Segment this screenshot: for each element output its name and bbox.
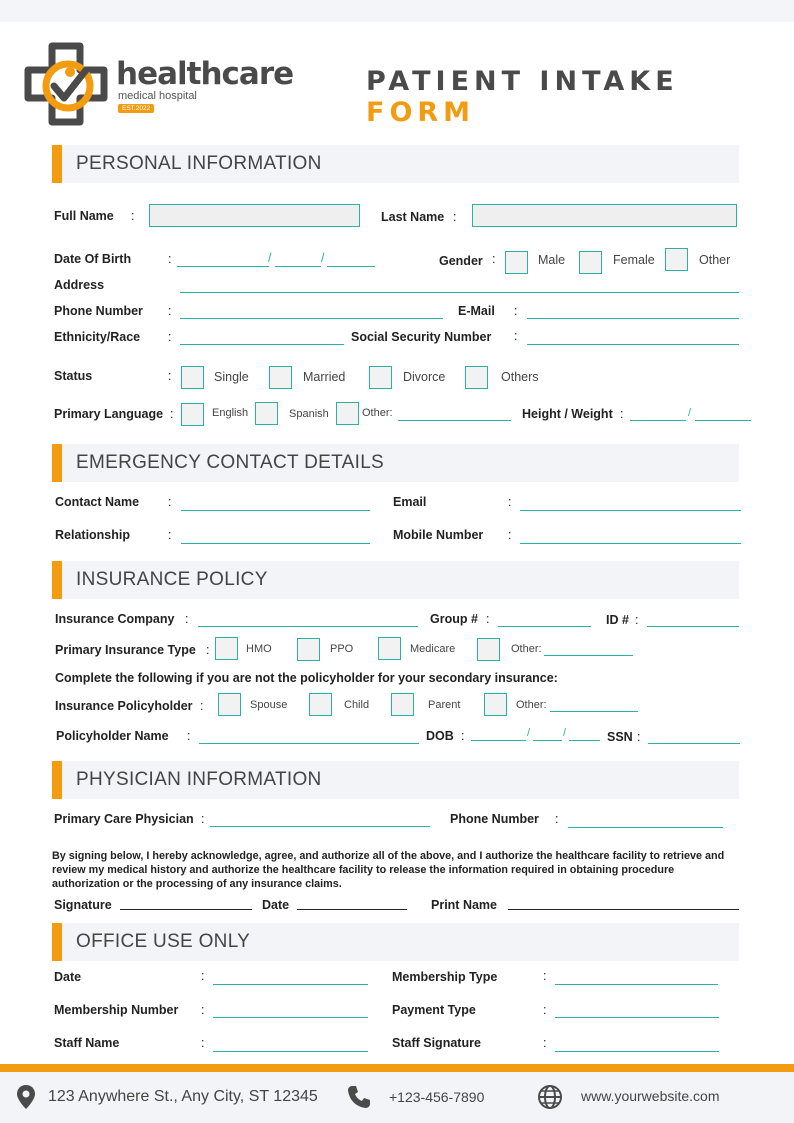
phone-label: Phone Number [54,304,143,318]
print-name-label: Print Name [431,898,497,912]
dob-year-field[interactable] [327,266,375,267]
physician-phone-field[interactable] [568,827,723,828]
language-english-label: English [212,407,249,419]
relationship-field[interactable] [181,543,370,544]
footer-accent-bar [0,1064,794,1072]
footer-phone: +123-456-7890 [389,1089,485,1105]
gender-male-label: Male [538,253,566,267]
contact-name-label: Contact Name [55,495,140,509]
phone-field[interactable] [180,318,443,319]
staff-name-label: Staff Name [54,1036,120,1050]
primary-physician-field[interactable] [210,826,430,827]
section-title: INSURANCE POLICY [76,569,268,590]
language-english-checkbox[interactable] [181,403,204,426]
email-label: E-Mail [458,304,495,318]
gender-male-checkbox[interactable] [505,251,528,274]
status-label: Status [54,369,93,383]
policyholder-dob-label: DOB [426,729,454,743]
type-other-checkbox[interactable] [477,638,500,661]
signature-date-label: Date [262,898,290,912]
language-other-checkbox[interactable] [336,402,359,425]
membership-number-field[interactable] [213,1017,368,1018]
footer [0,1072,794,1123]
policyholder-label: Insurance Policyholder [55,699,193,713]
section-physician-header [52,761,739,799]
policyholder-name-label: Policyholder Name [56,729,169,743]
full-name-label: Full Name [54,209,114,223]
dob-day-field[interactable] [275,266,321,267]
type-other-field[interactable] [544,655,633,656]
globe-icon [537,1084,563,1110]
gender-other-checkbox[interactable] [665,248,688,271]
secondary-note: Complete the following if you are not the policyholder for your secondary insurance: [55,671,558,685]
last-name-label: Last Name [381,210,445,224]
type-other-label: Other: [511,643,542,655]
height-weight-label: Height / Weight [522,407,613,421]
type-medicare-checkbox[interactable] [378,637,401,660]
staff-name-field[interactable] [213,1051,368,1052]
footer-website[interactable]: www.yourwebsite.com [581,1088,720,1104]
group-field[interactable] [498,626,591,627]
policyholder-dob-month[interactable] [471,740,526,741]
status-divorce-checkbox[interactable] [369,366,392,389]
language-label: Primary Language [54,407,164,421]
policyholder-parent-checkbox[interactable] [391,693,414,716]
policyholder-dob-day[interactable] [533,740,562,741]
payment-type-label: Payment Type [392,1003,476,1017]
section-personal-header [52,145,739,183]
type-hmo-checkbox[interactable] [215,637,238,660]
contact-name-field[interactable] [181,510,370,511]
language-spanish-label: Spanish [289,408,329,420]
address-label: Address [54,278,105,292]
status-single-checkbox[interactable] [181,366,204,389]
primary-insurance-type-label: Primary Insurance Type [55,643,196,657]
title-part1: PATIENT INTAKE [366,66,679,97]
type-ppo-checkbox[interactable] [297,638,320,661]
emergency-email-label: Email [393,495,427,509]
status-single-label: Single [214,370,249,384]
weight-field[interactable] [695,420,751,421]
primary-physician-label: Primary Care Physician [54,812,194,826]
policyholder-ssn-field[interactable] [648,743,740,744]
logo-subtitle: medical hospital [118,90,197,102]
language-spanish-checkbox[interactable] [255,402,278,425]
payment-type-field[interactable] [555,1017,719,1018]
office-date-field[interactable] [213,984,368,985]
signature-field[interactable] [120,909,252,910]
relationship-label: Relationship [55,528,131,542]
gender-label: Gender [439,254,483,268]
ssn-field[interactable] [527,344,739,345]
location-pin-icon [16,1084,36,1110]
section-title: EMERGENCY CONTACT DETAILS [76,452,385,473]
membership-type-field[interactable] [555,984,718,985]
policyholder-ssn-label: SSN [607,730,633,744]
dob-label: Date Of Birth [54,252,132,266]
mobile-field[interactable] [520,543,741,544]
id-label: ID # [606,613,629,627]
logo-est-badge: EST.2022 [118,104,154,113]
insurance-company-field[interactable] [198,626,418,627]
consent-statement: By signing below, I hereby acknowledge, agree, and authorize all of the above, and I authorize the healthcare facility to retrieve and review my medical history and authorize the healthcare facility to release the information required in obtaining procedure authorization or the processing of any insurance claims. [52,850,725,890]
footer-address: 123 Anywhere St., Any City, ST 12345 [48,1088,318,1105]
ssn-label: Social Security Number [351,330,492,344]
id-field[interactable] [647,626,739,627]
type-ppo-label: PPO [330,643,354,655]
staff-signature-field[interactable] [555,1051,719,1052]
gender-female-checkbox[interactable] [579,251,602,274]
office-date-label: Date [54,970,82,984]
language-other-field[interactable] [398,420,511,421]
insurance-company-label: Insurance Company [55,612,175,626]
height-field[interactable] [630,420,686,421]
status-others-checkbox[interactable] [465,366,488,389]
title-part2: FORM [366,97,476,128]
ethnicity-label: Ethnicity/Race [54,330,141,344]
gender-other-label: Other [699,253,731,267]
membership-type-label: Membership Type [392,970,498,984]
signature-label: Signature [54,898,112,912]
address-field[interactable] [180,292,739,293]
ethnicity-field[interactable] [180,344,344,345]
type-medicare-label: Medicare [410,643,456,655]
emergency-email-field[interactable] [520,510,741,511]
dob-month-field[interactable] [177,266,269,267]
policyholder-parent-label: Parent [428,699,461,711]
last-name-field[interactable] [472,204,737,227]
policyholder-other-checkbox[interactable] [484,693,507,716]
section-insurance-header [52,561,739,599]
policyholder-child-checkbox[interactable] [309,693,332,716]
group-label: Group # [430,612,478,626]
type-hmo-label: HMO [246,643,272,655]
status-married-checkbox[interactable] [269,366,292,389]
print-name-field[interactable] [508,909,739,910]
logo-name: healthcare [116,56,294,92]
phone-icon [346,1084,372,1110]
section-title: OFFICE USE ONLY [76,931,251,952]
mobile-label: Mobile Number [393,528,484,542]
section-title: PERSONAL INFORMATION [76,153,322,174]
logo [24,42,294,126]
physician-phone-label: Phone Number [450,812,539,826]
full-name-field[interactable] [149,204,360,227]
policyholder-dob-year[interactable] [569,740,600,741]
policyholder-spouse-label: Spouse [250,699,288,711]
gender-female-label: Female [613,253,655,267]
policyholder-spouse-checkbox[interactable] [218,693,241,716]
status-divorce-label: Divorce [403,370,446,384]
staff-signature-label: Staff Signature [392,1036,481,1050]
policyholder-name-field[interactable] [199,743,419,744]
status-married-label: Married [303,370,346,384]
top-band [0,0,794,22]
policyholder-other-field[interactable] [550,711,638,712]
page-title [366,66,794,128]
section-office-header [52,923,739,961]
policyholder-child-label: Child [344,699,370,711]
email-field[interactable] [527,318,739,319]
status-others-label: Others [501,370,539,384]
section-title: PHYSICIAN INFORMATION [76,769,322,790]
policyholder-other-label: Other: [516,699,547,711]
membership-number-label: Membership Number [54,1003,179,1017]
signature-date-field[interactable] [297,909,407,910]
medical-cross-icon [24,42,108,126]
language-other-label: Other: [362,407,393,419]
section-emergency-header [52,444,739,482]
